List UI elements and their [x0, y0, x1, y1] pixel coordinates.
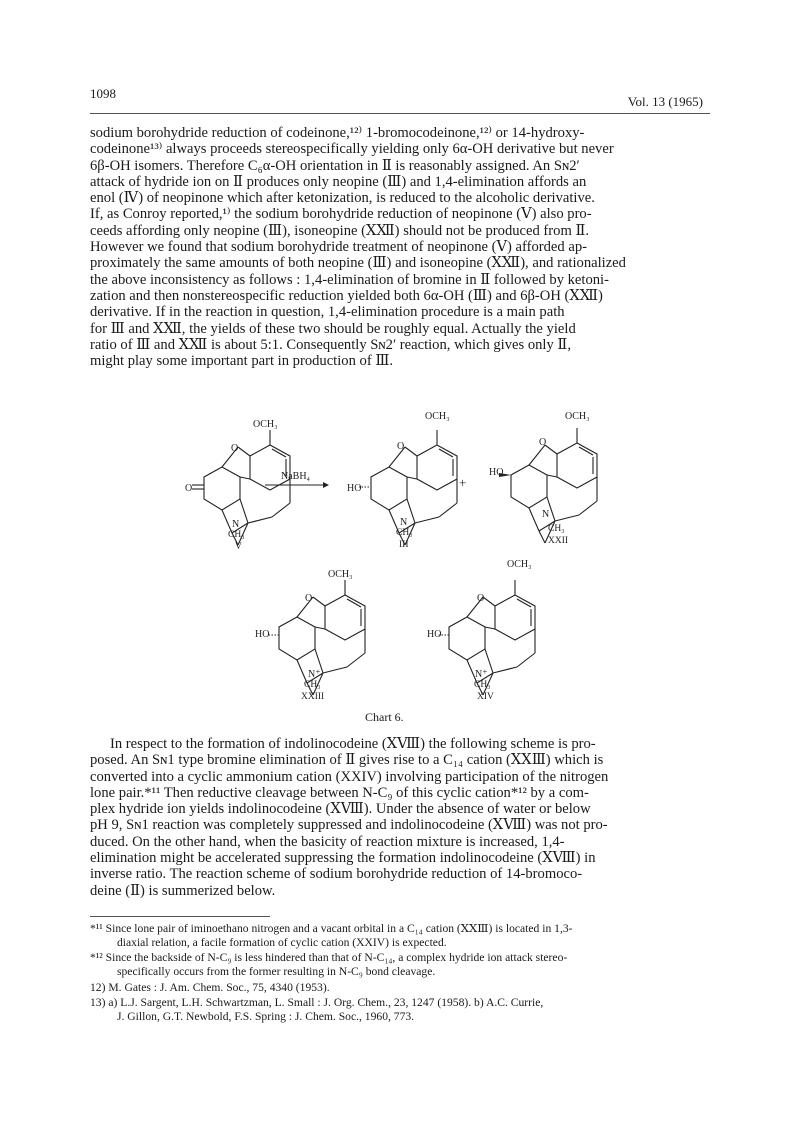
text-line: might play some important part in production of Ⅲ.	[90, 353, 394, 370]
text-line: lone pair.*¹¹ Then reductive cleavage between N-C₉ of this cyclic cation*¹² by a com-	[90, 784, 589, 801]
methyl-label: CH₃	[304, 680, 321, 690]
hydroxyl-label: HO	[489, 467, 504, 478]
text-line: In respect to the formation of indolinocodeine (ⅩⅧ) the following scheme is pro-	[110, 736, 596, 752]
nitrogen-cation-label: N⁺	[308, 669, 321, 680]
text-line: sodium borohydride reduction of codeinone,¹²⁾ 1-bromocodeinone,¹²⁾ or 14-hydroxy-	[90, 125, 585, 141]
text-line: posed. An Sɴ1 type bromine elimination of Ⅱ gives rise to a C₁₄ cation (ⅩⅩⅢ) which is	[90, 752, 604, 769]
nitrogen-label: N	[232, 519, 240, 530]
hydroxyl-label: HO	[255, 629, 270, 640]
compound-label-v: V	[235, 542, 242, 552]
arrow-head-icon	[323, 482, 329, 488]
text-line: zation and then nonstereospecific reduction yielded both 6α-OH (Ⅲ) and 6β-OH (ⅩⅫ)	[90, 287, 603, 304]
methyl-label: CH₃	[474, 680, 491, 690]
reference-line: 12) M. Gates : J. Am. Chem. Soc., 75, 4340 (1953).	[90, 981, 330, 994]
footnote-line: *¹¹ Since lone pair of iminoethano nitrogen and a vacant orbital in a C₁₄ cation (ⅩⅩⅢ) is located in 1,3-	[90, 922, 573, 935]
text-line: pH 9, Sɴ1 reaction was completely suppressed and indolinocodeine (ⅩⅧ) was not pro-	[90, 817, 608, 834]
footnote-line: specifically occurs from the former resulting in N-C₉ bond cleavage.	[117, 965, 436, 978]
text-line: ratio of Ⅲ and ⅩⅫ is about 5:1. Consequently Sɴ2′ reaction, which gives only Ⅱ,	[90, 336, 572, 353]
plus-sign: +	[459, 475, 467, 490]
text-line: the above inconsistency as follows : 1,4-elimination of bromine in Ⅱ followed by ketoni-	[90, 271, 609, 288]
header-rule	[90, 113, 710, 114]
nitrogen-label: N	[400, 517, 408, 528]
text-line: enol (Ⅳ) of neopinone which after ketonization, is reduced to the alcoholic derivative.	[90, 190, 595, 207]
nitrogen-cation-label: N⁺	[475, 669, 488, 680]
page-number: 1098	[90, 86, 116, 101]
footnote-line: diaxial relation, a facile formation of cyclic cation (XXIV) is expected.	[117, 936, 447, 949]
body-paragraph-1	[90, 125, 710, 369]
journal-citation: Vol. 13 (1965)	[627, 94, 703, 109]
text-line: However we found that sodium borohydride treatment of neopinone (Ⅴ) afforded ap-	[90, 239, 587, 256]
methoxy-label: OCH₃	[425, 411, 450, 422]
reference-line: 13) a) L.J. Sargent, L.H. Schwartzman, L. Small : J. Org. Chem., 23, 1247 (1958). b) A.C. Currie,	[90, 996, 544, 1009]
chart-6-scheme	[165, 405, 625, 710]
keto-oxygen-label: O	[185, 483, 193, 494]
text-line: plex hydride ion yields indolinocodeine (ⅩⅧ). Under the absence of water or below	[90, 801, 591, 818]
reference-12	[90, 981, 715, 995]
reagent-label: NaBH₄	[281, 471, 311, 482]
text-line: inverse ratio. The reaction scheme of sodium borohydride reduction of 14-bromoco-	[90, 866, 583, 883]
nitrogen-label: N	[542, 509, 550, 520]
ring-oxygen-label: O	[305, 593, 313, 604]
compound-label-xxii: XXII	[548, 536, 569, 546]
methyl-label: CH₃	[548, 524, 565, 534]
text-line: ceeds affording only neopine (Ⅲ), isoneopine (ⅩⅫ) should not be produced from Ⅱ.	[90, 222, 590, 239]
ring-oxygen-label: O	[397, 441, 405, 452]
compound-v-structure	[192, 430, 290, 545]
footnote-rule	[90, 916, 270, 917]
methoxy-label: OCH₃	[328, 569, 353, 580]
footnote-line: *¹² Since the backside of N-C₉ is less hindered than that of N-C₁₄, a complex hydride ion attack stereo-	[90, 951, 568, 964]
text-line: duced. On the other hand, when the basicity of reaction mixture is increased, 1,4-	[90, 833, 565, 850]
hydroxyl-label: HO	[347, 483, 362, 494]
text-line: for Ⅲ and ⅩⅫ, the yields of these two should be roughly equal. Actually the yield	[90, 320, 576, 337]
text-line: deine (Ⅱ) is summerized below.	[90, 882, 276, 899]
chart-caption: Chart 6.	[365, 710, 404, 724]
methoxy-label: OCH₃	[507, 559, 532, 570]
text-line: elimination might be accelerated suppressing the formation indolinocodeine (ⅩⅧ) in	[90, 850, 596, 867]
reference-13	[90, 996, 715, 1024]
body-paragraph-2	[90, 736, 710, 899]
methyl-label: CH₃	[396, 528, 413, 538]
footnote-12	[90, 951, 715, 979]
footnote-11	[90, 922, 715, 950]
text-line: derivative. If in the reaction in question, 1,4-elimination procedure is a main path	[90, 304, 565, 321]
text-line: codeinone¹³⁾ always proceeds stereospecifically yielding only 6α-OH derivative but never	[90, 141, 614, 158]
reference-line: J. Gillon, G.T. Newbold, F.S. Spring : J. Chem. Soc., 1960, 773.	[117, 1010, 415, 1023]
hydroxyl-label: HO	[427, 629, 442, 640]
methyl-label: CH₃	[228, 530, 245, 540]
methoxy-label: OCH₃	[253, 419, 278, 430]
compound-label-xxiii: XXIII	[301, 692, 325, 702]
text-line: If, as Conroy reported,¹⁾ the sodium borohydride reduction of neopinone (Ⅴ) also pro-	[90, 206, 592, 223]
compound-label-xiv: XIV	[477, 692, 494, 702]
ring-oxygen-label: O	[231, 443, 239, 454]
text-line: attack of hydride ion on Ⅱ produces only neopine (Ⅲ) and 1,4-elimination affords an	[90, 173, 587, 190]
ring-oxygen-label: O	[539, 437, 547, 448]
text-line: proximately the same amounts of both neopine (Ⅲ) and isoneopine (ⅩⅫ), and rationalized	[90, 255, 626, 272]
ring-oxygen-label: O	[477, 593, 485, 604]
methoxy-label: OCH₃	[565, 411, 590, 422]
text-line: converted into a cyclic ammonium cation (XXIV) involving participation of the nitrogen	[90, 768, 609, 785]
compound-label-iii: III	[399, 540, 409, 550]
text-line: 6β-OH isomers. Therefore C₆α-OH orientation in Ⅱ is reasonably assigned. An Sɴ2′	[90, 157, 580, 174]
